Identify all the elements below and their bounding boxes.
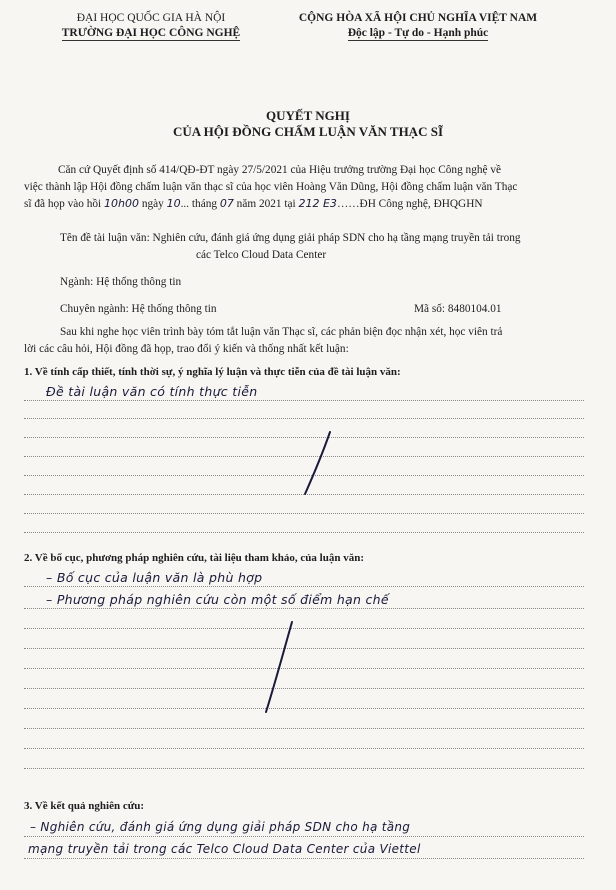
intro-line-3-e: ……ĐH Công nghệ, ĐHQGHN bbox=[336, 198, 483, 210]
conclusion-intro-2: lời các câu hỏi, Hội đồng đã họp, trao đổi ý kiến và thống nhất kết luận: bbox=[24, 343, 349, 355]
section-3-heading: 3. Về kết quả nghiên cứu: bbox=[24, 800, 145, 812]
meeting-month: 07 bbox=[219, 197, 234, 210]
section-1-heading: 1. Về tính cấp thiết, tính thời sự, ý nghĩa lý luận và thực tiễn của đề tài luận văn: bbox=[24, 366, 401, 378]
section-2-handwriting-2: – Phương pháp nghiên cứu còn một số điểm hạn chế bbox=[46, 592, 389, 607]
strike-mark-section-2 bbox=[266, 622, 292, 712]
section-1-handwriting: Đề tài luận văn có tính thực tiễn bbox=[46, 384, 258, 399]
thesis-title-continued: các Telco Cloud Data Center bbox=[196, 249, 327, 261]
intro-line-3-c: ... tháng bbox=[180, 198, 218, 210]
school-name-text: TRƯỜNG ĐẠI HỌC CÔNG NGHỆ bbox=[61, 27, 241, 39]
conclusion-intro-1: Sau khi nghe học viên trình bày tóm tắt luận văn Thạc sĩ, các phản biện đọc nhận xét, học viên trả bbox=[60, 326, 503, 338]
meeting-time: 10h00 bbox=[104, 197, 139, 210]
intro-line-3-d: năm 2021 tại bbox=[236, 198, 296, 210]
section-2-handwriting-1: – Bố cục của luận văn là phù hợp bbox=[46, 570, 263, 585]
section-3-handwriting-1: – Nghiên cứu, đánh giá ứng dụng giải pháp SDN cho hạ tầng bbox=[30, 820, 411, 834]
major-code: Mã số: 8480104.01 bbox=[414, 303, 502, 315]
university-name: ĐẠI HỌC QUỐC GIA HÀ NỘI bbox=[76, 12, 226, 24]
thesis-title: Tên đề tài luận văn: Nghiên cứu, đánh giá ứng dụng giải pháp SDN cho hạ tầng mạng truyền tải trong bbox=[60, 232, 521, 244]
intro-line-3-a: sĩ đã họp vào hồi bbox=[24, 198, 102, 210]
strike-mark-section-1 bbox=[305, 432, 330, 494]
section-2-heading: 2. Về bố cục, phương pháp nghiên cứu, tài liệu tham khảo, của luận văn: bbox=[24, 552, 365, 564]
national-motto: CỘNG HÒA XÃ HỘI CHỦ NGHĨA VIỆT NAM bbox=[298, 12, 538, 24]
meeting-room: 212 E3 bbox=[298, 197, 337, 210]
section-3-handwriting-2: mạng truyền tải trong các Telco Cloud Data Center của Viettel bbox=[28, 842, 421, 856]
intro-line-3-b: ngày bbox=[141, 198, 164, 210]
intro-line-2: việc thành lập Hội đồng chấm luận văn thạc sĩ của học viên Hoàng Văn Dũng, Hội đồng chấm luận văn Thạc bbox=[24, 181, 518, 193]
major: Chuyên ngành: Hệ thống thông tin bbox=[60, 303, 217, 315]
field-of-study: Ngành: Hệ thống thông tin bbox=[60, 276, 182, 288]
meeting-day: 10 bbox=[166, 197, 181, 210]
document-subtitle: CỦA HỘI ĐỒNG CHẤM LUẬN VĂN THẠC SĨ bbox=[172, 124, 444, 139]
national-slogan-text: Độc lập - Tự do - Hạnh phúc bbox=[347, 27, 489, 39]
intro-line-1: Căn cứ Quyết định số 414/QĐ-ĐT ngày 27/5/2021 của Hiệu trưởng trường Đại học Công nghệ về bbox=[58, 164, 501, 176]
document-title: QUYẾT NGHỊ bbox=[266, 108, 350, 123]
